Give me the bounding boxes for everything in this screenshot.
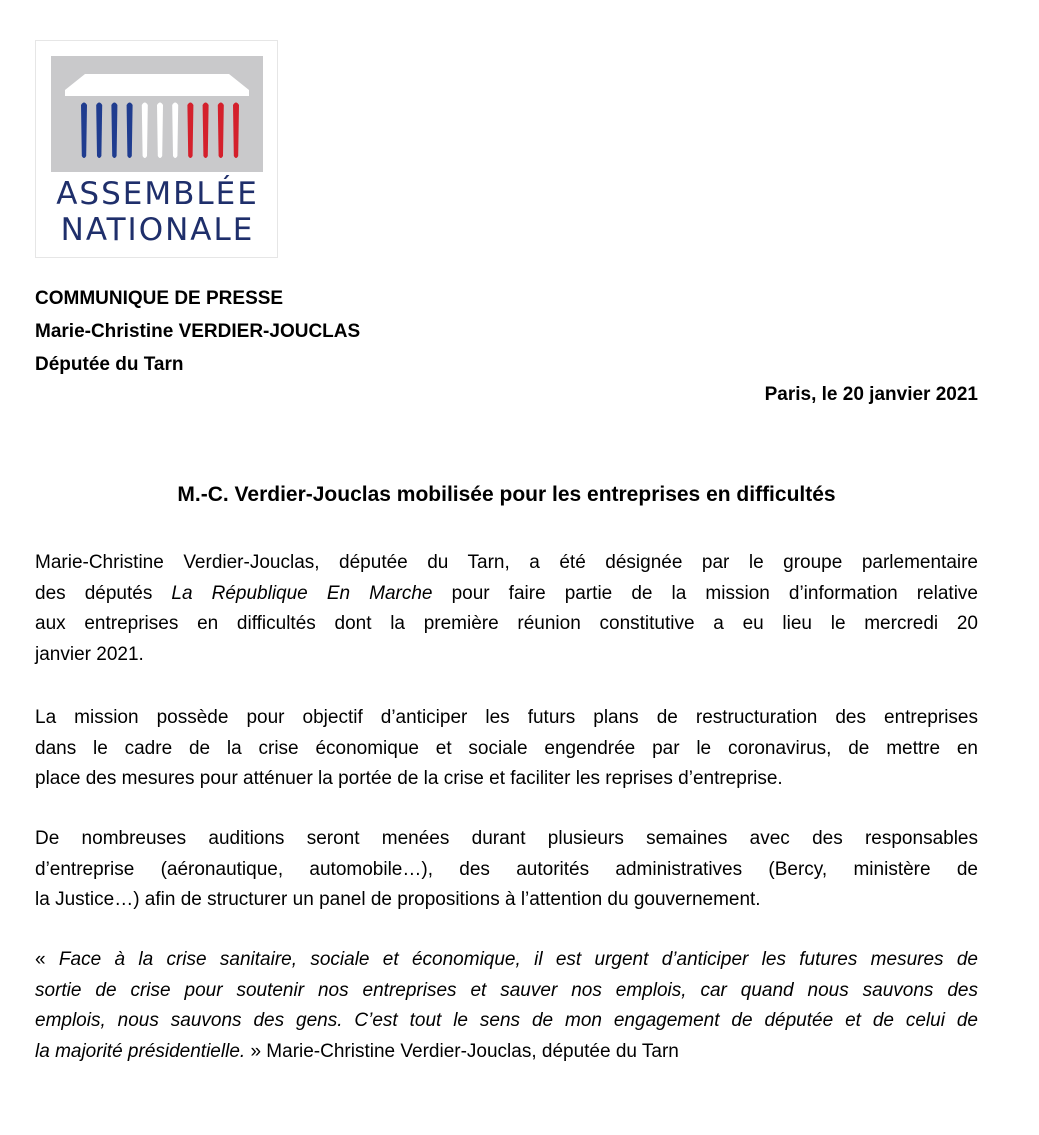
logo-column	[203, 103, 209, 159]
logo-column	[96, 103, 102, 159]
quote-line-3	[35, 1006, 978, 1037]
paragraph-1-line-3: aux entreprises en difficultés dont la première réunion constitutive a eu lieu le mercredi 20	[35, 613, 978, 634]
quote-text: sortie de crise pour soutenir nos entreprises et sauver nos emplois, car quand nous sauvons des	[35, 979, 978, 1001]
logo-banner	[51, 56, 263, 172]
logo-column	[142, 103, 148, 159]
quote-line-2	[35, 976, 978, 1007]
party-name: La République En Marche	[171, 582, 433, 604]
building-icon	[51, 56, 263, 172]
paragraph-2	[35, 703, 978, 795]
logo-column	[111, 103, 117, 159]
logo-column	[218, 103, 224, 159]
paragraph-2-line-1: La mission possède pour objectif d’anticiper les futurs plans de restructuration des entreprises	[35, 707, 978, 728]
paragraph-3-line-3: la Justice…) afin de structurer un panel de propositions à l’attention du gouvernement.	[35, 889, 761, 910]
logo-column	[172, 103, 178, 159]
logo-column	[127, 103, 133, 159]
logo-column	[187, 103, 193, 159]
paragraph-3-line-2: d’entreprise (aéronautique, automobile…), des autorités administratives (Bercy, ministère de	[35, 858, 978, 880]
paragraph-1-line-4: janvier 2021.	[35, 643, 144, 665]
logo-column	[81, 103, 87, 159]
logo-text-line2: NATIONALE	[60, 212, 255, 248]
quote-text: la majorité présidentielle.	[35, 1040, 246, 1062]
paragraph-2-line-3: place des mesures pour atténuer la portée de la crise et faciliter les reprises d’entreprise.	[35, 768, 783, 789]
quote-attribution: » Marie-Christine Verdier-Jouclas, députée du Tarn	[245, 1040, 679, 1062]
text-segment: des députés	[35, 582, 172, 604]
quote-text: Face à la crise sanitaire, sociale et économique, il est urgent d’anticiper les futures mesures de	[58, 949, 978, 970]
press-title: M.-C. Verdier-Jouclas mobilisée pour les entreprises en difficultés	[177, 483, 836, 506]
quote-open: «	[35, 949, 59, 970]
paragraph-3-line-1: De nombreuses auditions seront menées durant plusieurs semaines avec des responsables	[35, 828, 978, 849]
quote-line-1	[35, 945, 978, 976]
quote-paragraph	[35, 945, 978, 1067]
quote-text: emplois, nous sauvons des gens. C’est tout le sens de mon engagement de députée et de celui de	[35, 1010, 978, 1031]
text-segment: pour faire partie de la mission d’information relative	[432, 582, 978, 604]
press-header	[35, 282, 360, 381]
logo-text-line1: ASSEMBLÉE	[56, 176, 259, 212]
paragraph-2-line-2: dans le cadre de la crise économique et sociale engendrée par le coronavirus, de mettre en	[35, 737, 978, 759]
paragraph-3	[35, 824, 978, 916]
paragraph-1	[35, 548, 978, 670]
assemblee-nationale-logo	[35, 40, 278, 258]
author-name: Marie-Christine VERDIER-JOUCLAS	[35, 321, 361, 342]
logo-column	[233, 103, 239, 159]
author-role: Députée du Tarn	[35, 354, 184, 375]
press-date: Paris, le 20 janvier 2021	[764, 384, 978, 405]
logo-column	[157, 103, 163, 159]
quote-line-4	[35, 1037, 978, 1068]
paragraph-1-line-2	[35, 579, 978, 610]
paragraph-1-line-1: Marie-Christine Verdier-Jouclas, députée du Tarn, a été désignée par le groupe parlementaire	[35, 552, 978, 573]
press-release-label: COMMUNIQUE DE PRESSE	[35, 288, 284, 309]
